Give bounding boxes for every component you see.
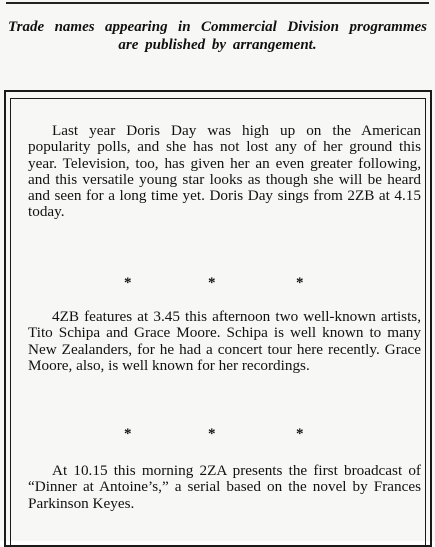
article-text: At 10.15 this morning 2ZA presents the first broadcast of “Dinner at Antoine’s,” a serial based on the novel by Frances Parkinson Keyes. — [28, 462, 421, 512]
trade-names-notice: Trade names appearing in Commercial Division programmes are published by arrangement. — [8, 19, 427, 53]
article-dinner-at-antoines — [28, 463, 421, 512]
article-4zb-schipa-moore — [28, 309, 421, 374]
star-separator-mark: * — [124, 426, 132, 442]
article-doris-day — [28, 123, 421, 221]
star-separator-mark: * — [208, 275, 216, 291]
star-separator-mark: * — [296, 426, 304, 442]
star-separator-mark: * — [124, 275, 132, 291]
top-rule — [6, 2, 429, 4]
star-separator-mark: * — [296, 275, 304, 291]
article-text: Last year Doris Day was high up on the American popularity polls, and she has not lost any of her ground this year. Television, too, has given her an even greater following, and this versatile young star looks as though she will be heard and seen for a long time yet. Doris Day sings from 2ZB at 4.15 today. — [28, 122, 421, 221]
star-separator-mark: * — [208, 426, 216, 442]
article-text: 4ZB features at 3.45 this afternoon two well-known artists, Tito Schipa and Grace Moore. Schipa is well known to many New Zealanders, for he had a concert tour here recently. Grace Moore, also, is well known for her recordings. — [28, 308, 421, 374]
